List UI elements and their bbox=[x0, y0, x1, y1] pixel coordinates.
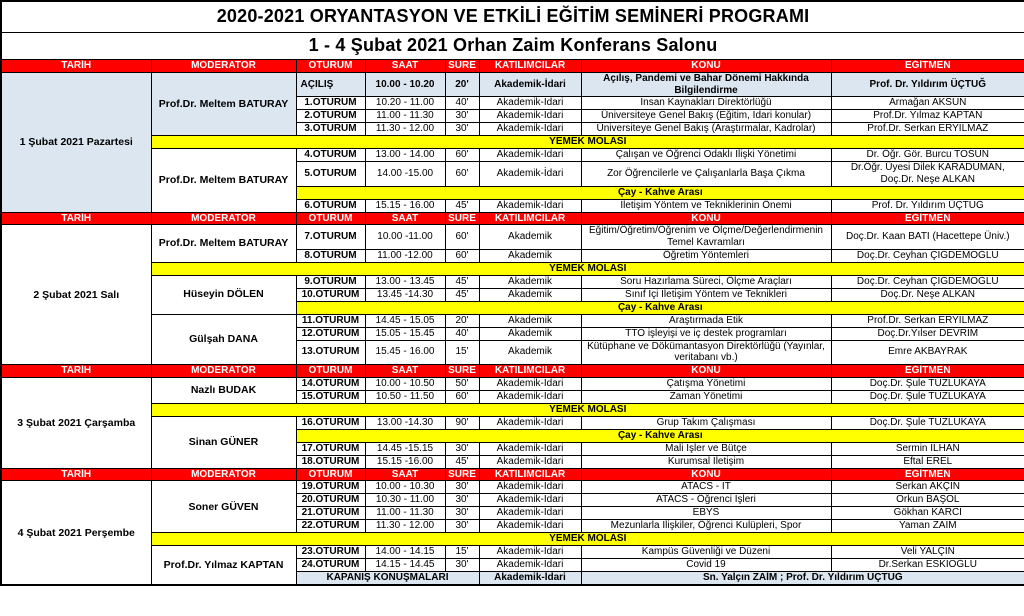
trainer-cell: Veli YALÇIN bbox=[831, 546, 1024, 559]
column-header-row bbox=[1, 60, 1024, 73]
topic-cell: İnsan Kaynakları Direktörlüğü bbox=[581, 97, 831, 110]
topic-cell: Covid 19 bbox=[581, 559, 831, 572]
session-row bbox=[1, 149, 1024, 162]
coffee-break-label: Çay - Kahve Arası bbox=[296, 186, 1024, 199]
topic-cell: Soru Hazırlama Süreci, Ölçme Araçları bbox=[581, 275, 831, 288]
session-cell: 22.OTURUM bbox=[296, 520, 365, 533]
topic-cell: Kurumsal İletişim bbox=[581, 455, 831, 468]
duration-cell: 45' bbox=[445, 275, 479, 288]
col-header-6: KONU bbox=[581, 212, 831, 225]
topic-cell: Çatışma Yönetimi bbox=[581, 377, 831, 390]
moderator-cell: Nazlı BUDAK bbox=[151, 377, 296, 403]
lunch-break-row bbox=[1, 533, 1024, 546]
trainer-cell: Doç.Dr.Yılser DEVRİM bbox=[831, 327, 1024, 340]
col-header-6: KONU bbox=[581, 365, 831, 378]
col-header-7: EĞİTMEN bbox=[831, 60, 1024, 73]
time-cell: 11.00 - 11.30 bbox=[365, 507, 445, 520]
moderator-cell: Prof.Dr. Meltem BATURAY bbox=[151, 149, 296, 212]
duration-cell: 60' bbox=[445, 390, 479, 403]
date-cell: 4 Şubat 2021 Perşembe bbox=[1, 481, 151, 585]
column-header-row bbox=[1, 212, 1024, 225]
time-cell: 15.15 - 16.00 bbox=[365, 199, 445, 212]
col-header-1: MODERATÖR bbox=[151, 212, 296, 225]
participants-cell: Akademik bbox=[479, 340, 581, 365]
session-cell: 1.OTURUM bbox=[296, 97, 365, 110]
time-cell: 14.00 - 14.15 bbox=[365, 546, 445, 559]
column-header-row bbox=[1, 365, 1024, 378]
topic-cell: Açılış, Pandemi ve Bahar Dönemi Hakkında Bilgilendirme bbox=[581, 72, 831, 97]
participants-cell: Akademik-İdari bbox=[479, 494, 581, 507]
time-cell: 14.00 -15.00 bbox=[365, 162, 445, 187]
lunch-break-label: YEMEK MOLASI bbox=[151, 533, 1024, 546]
col-header-2: OTURUM bbox=[296, 212, 365, 225]
col-header-5: KATILIMCILAR bbox=[479, 60, 581, 73]
program-table-body bbox=[1, 1, 1024, 585]
session-cell: 10.OTURUM bbox=[296, 288, 365, 301]
topic-cell: TTO işleyişi ve iç destek programları bbox=[581, 327, 831, 340]
participants-cell: Akademik-İdari bbox=[479, 442, 581, 455]
session-cell: 14.OTURUM bbox=[296, 377, 365, 390]
participants-cell: Akademik-İdari bbox=[479, 110, 581, 123]
duration-cell: 60' bbox=[445, 249, 479, 262]
program-subtitle: 1 - 4 Şubat 2021 Orhan Zaim Konferans Salonu bbox=[1, 33, 1024, 60]
session-row bbox=[1, 225, 1024, 250]
time-cell: 14.45 - 15.05 bbox=[365, 314, 445, 327]
topic-cell: ATACS - Öğrenci İşleri bbox=[581, 494, 831, 507]
trainer-cell: Armağan AKSUN bbox=[831, 97, 1024, 110]
col-header-1: MODERATÖR bbox=[151, 60, 296, 73]
time-cell: 10.00 - 10.20 bbox=[365, 72, 445, 97]
session-row bbox=[1, 72, 1024, 97]
participants-cell: Akademik-İdari bbox=[479, 72, 581, 97]
col-header-2: OTURUM bbox=[296, 365, 365, 378]
time-cell: 11.00 - 11.30 bbox=[365, 110, 445, 123]
duration-cell: 90' bbox=[445, 416, 479, 429]
duration-cell: 30' bbox=[445, 559, 479, 572]
lunch-break-row bbox=[1, 136, 1024, 149]
col-header-5: KATILIMCILAR bbox=[479, 468, 581, 481]
session-cell: 15.OTURUM bbox=[296, 390, 365, 403]
trainer-cell: Prof.Dr. Yılmaz KAPTAN bbox=[831, 110, 1024, 123]
time-cell: 10.00 -11.00 bbox=[365, 225, 445, 250]
date-cell: 1 Şubat 2021 Pazartesi bbox=[1, 72, 151, 212]
lunch-break-label: YEMEK MOLASI bbox=[151, 403, 1024, 416]
participants-cell: Akademik-İdari bbox=[479, 572, 581, 586]
col-header-7: EĞİTMEN bbox=[831, 212, 1024, 225]
time-cell: 14.15 - 14.45 bbox=[365, 559, 445, 572]
time-cell: 13.00 - 14.00 bbox=[365, 149, 445, 162]
moderator-cell: Prof.Dr. Meltem BATURAY bbox=[151, 72, 296, 136]
topic-cell: Üniversiteye Genel Bakış (Araştırmalar, Kadrolar) bbox=[581, 123, 831, 136]
participants-cell: Akademik-İdari bbox=[479, 390, 581, 403]
duration-cell: 20' bbox=[445, 314, 479, 327]
trainer-cell: Doç.Dr. Ceyhan ÇİĞDEMOĞLU bbox=[831, 249, 1024, 262]
trainer-cell: Doç.Dr. Neşe ALKAN bbox=[831, 288, 1024, 301]
col-header-0: TARİH bbox=[1, 60, 151, 73]
time-cell: 10.00 - 10.30 bbox=[365, 481, 445, 494]
session-cell: 6.OTURUM bbox=[296, 199, 365, 212]
time-cell: 11.00 -12.00 bbox=[365, 249, 445, 262]
trainer-cell: Doç.Dr. Şule TUZLUKAYA bbox=[831, 416, 1024, 429]
topic-cell: Sınıf İçi İletişim Yöntem ve Teknikleri bbox=[581, 288, 831, 301]
col-header-3: SAAT bbox=[365, 60, 445, 73]
time-cell: 14.45 -15.15 bbox=[365, 442, 445, 455]
col-header-5: KATILIMCILAR bbox=[479, 212, 581, 225]
duration-cell: 60' bbox=[445, 162, 479, 187]
col-header-1: MODERATÖR bbox=[151, 365, 296, 378]
participants-cell: Akademik bbox=[479, 327, 581, 340]
duration-cell: 30' bbox=[445, 520, 479, 533]
session-row bbox=[1, 416, 1024, 429]
trainer-cell: Doç.Dr. Ceyhan ÇİĞDEMOĞLU bbox=[831, 275, 1024, 288]
lunch-break-label: YEMEK MOLASI bbox=[151, 136, 1024, 149]
col-header-5: KATILIMCILAR bbox=[479, 365, 581, 378]
col-header-2: OTURUM bbox=[296, 60, 365, 73]
duration-cell: 20' bbox=[445, 72, 479, 97]
col-header-4: SÜRE bbox=[445, 468, 479, 481]
program-title: 2020-2021 ORYANTASYON VE ETKİLİ EĞİTİM SEMİNERİ PROGRAMI bbox=[1, 1, 1024, 33]
duration-cell: 30' bbox=[445, 494, 479, 507]
session-cell: 16.OTURUM bbox=[296, 416, 365, 429]
session-cell: 11.OTURUM bbox=[296, 314, 365, 327]
session-cell: 18.OTURUM bbox=[296, 455, 365, 468]
lunch-break-row bbox=[1, 262, 1024, 275]
col-header-3: SAAT bbox=[365, 212, 445, 225]
session-cell: 13.OTURUM bbox=[296, 340, 365, 365]
session-row bbox=[1, 314, 1024, 327]
session-cell: 3.OTURUM bbox=[296, 123, 365, 136]
duration-cell: 30' bbox=[445, 507, 479, 520]
moderator-cell: Prof.Dr. Meltem BATURAY bbox=[151, 225, 296, 263]
participants-cell: Akademik-İdari bbox=[479, 416, 581, 429]
time-cell: 11.30 - 12.00 bbox=[365, 520, 445, 533]
time-cell: 15.15 -16.00 bbox=[365, 455, 445, 468]
participants-cell: Akademik-İdari bbox=[479, 199, 581, 212]
trainer-cell: Eftal EREL bbox=[831, 455, 1024, 468]
topic-cell: Eğitim/Öğretim/Öğrenim ve Ölçme/Değerlendirmenin Temel Kavramları bbox=[581, 225, 831, 250]
participants-cell: Akademik bbox=[479, 225, 581, 250]
time-cell: 10.20 - 11.00 bbox=[365, 97, 445, 110]
time-cell: 13.45 -14.30 bbox=[365, 288, 445, 301]
topic-cell: Kampüs Güvenliği ve Düzeni bbox=[581, 546, 831, 559]
participants-cell: Akademik-İdari bbox=[479, 97, 581, 110]
topic-cell: Zor Öğrencilerle ve Çalışanlarla Başa Çıkma bbox=[581, 162, 831, 187]
participants-cell: Akademik-İdari bbox=[479, 149, 581, 162]
time-cell: 11.30 - 12.00 bbox=[365, 123, 445, 136]
trainer-cell: Doç.Dr. Kaan BATI (Hacettepe Üniv.) bbox=[831, 225, 1024, 250]
closing-speakers-cell: Sn. Yalçın ZAİM ; Prof. Dr. Yıldırım ÜÇTUĞ bbox=[581, 572, 1024, 586]
duration-cell: 45' bbox=[445, 455, 479, 468]
col-header-1: MODERATÖR bbox=[151, 468, 296, 481]
subtitle-row bbox=[1, 33, 1024, 60]
duration-cell: 45' bbox=[445, 199, 479, 212]
session-cell: 19.OTURUM bbox=[296, 481, 365, 494]
participants-cell: Akademik-İdari bbox=[479, 546, 581, 559]
time-cell: 13.00 -14.30 bbox=[365, 416, 445, 429]
session-cell: 7.OTURUM bbox=[296, 225, 365, 250]
topic-cell: Kütüphane ve Dökümantasyon Direktörlüğü (Yayınlar, veritabanı vb.) bbox=[581, 340, 831, 365]
topic-cell: Çalışan ve Öğrenci Odaklı İlişki Yönetimi bbox=[581, 149, 831, 162]
participants-cell: Akademik bbox=[479, 275, 581, 288]
col-header-0: TARİH bbox=[1, 212, 151, 225]
session-cell: 4.OTURUM bbox=[296, 149, 365, 162]
trainer-cell: Prof. Dr. Yıldırım ÜÇTUĞ bbox=[831, 72, 1024, 97]
col-header-7: EĞİTMEN bbox=[831, 468, 1024, 481]
session-row bbox=[1, 275, 1024, 288]
participants-cell: Akademik-İdari bbox=[479, 377, 581, 390]
topic-cell: Grup Takım Çalışması bbox=[581, 416, 831, 429]
duration-cell: 60' bbox=[445, 225, 479, 250]
topic-cell: ATACS - IT bbox=[581, 481, 831, 494]
col-header-0: TARİH bbox=[1, 468, 151, 481]
participants-cell: Akademik bbox=[479, 288, 581, 301]
col-header-2: OTURUM bbox=[296, 468, 365, 481]
duration-cell: 15' bbox=[445, 546, 479, 559]
trainer-cell: Sermin İLHAN bbox=[831, 442, 1024, 455]
duration-cell: 40' bbox=[445, 97, 479, 110]
col-header-3: SAAT bbox=[365, 468, 445, 481]
time-cell: 15.05 - 15.45 bbox=[365, 327, 445, 340]
moderator-cell: Sinan GÜNER bbox=[151, 416, 296, 468]
trainer-cell: Doç.Dr. Şule TUZLUKAYA bbox=[831, 390, 1024, 403]
moderator-cell: Gülşah DANA bbox=[151, 314, 296, 365]
topic-cell: Zaman Yönetimi bbox=[581, 390, 831, 403]
time-cell: 10.30 - 11.00 bbox=[365, 494, 445, 507]
duration-cell: 30' bbox=[445, 110, 479, 123]
participants-cell: Akademik bbox=[479, 249, 581, 262]
trainer-cell: Prof.Dr. Serkan ERYILMAZ bbox=[831, 314, 1024, 327]
trainer-cell: Emre AKBAYRAK bbox=[831, 340, 1024, 365]
time-cell: 13.00 - 13.45 bbox=[365, 275, 445, 288]
session-row bbox=[1, 377, 1024, 390]
participants-cell: Akademik-İdari bbox=[479, 520, 581, 533]
session-cell: 17.OTURUM bbox=[296, 442, 365, 455]
participants-cell: Akademik-İdari bbox=[479, 162, 581, 187]
session-cell: 5.OTURUM bbox=[296, 162, 365, 187]
trainer-cell: Dr.Serkan ESKİOĞLU bbox=[831, 559, 1024, 572]
topic-cell: İletişim Yöntem ve Tekniklerinin Önemi bbox=[581, 199, 831, 212]
duration-cell: 15' bbox=[445, 340, 479, 365]
topic-cell: Mezunlarla İlişkiler, Öğrenci Kulüpleri, Spor bbox=[581, 520, 831, 533]
trainer-cell: Serkan AKÇİN bbox=[831, 481, 1024, 494]
topic-cell: Üniversiteye Genel Bakış (Eğitim, İdari konular) bbox=[581, 110, 831, 123]
duration-cell: 40' bbox=[445, 327, 479, 340]
trainer-cell: Doç.Dr. Şule TUZLUKAYA bbox=[831, 377, 1024, 390]
trainer-cell: Prof. Dr. Yıldırım ÜÇTUĞ bbox=[831, 199, 1024, 212]
topic-cell: Araştırmada Etik bbox=[581, 314, 831, 327]
duration-cell: 50' bbox=[445, 377, 479, 390]
topic-cell: Öğretim Yöntemleri bbox=[581, 249, 831, 262]
col-header-6: KONU bbox=[581, 468, 831, 481]
time-cell: 10.50 - 11.50 bbox=[365, 390, 445, 403]
topic-cell: EBYS bbox=[581, 507, 831, 520]
col-header-4: SÜRE bbox=[445, 365, 479, 378]
session-cell: 12.OTURUM bbox=[296, 327, 365, 340]
col-header-7: EĞİTMEN bbox=[831, 365, 1024, 378]
lunch-break-label: YEMEK MOLASI bbox=[151, 262, 1024, 275]
session-cell: 2.OTURUM bbox=[296, 110, 365, 123]
date-cell: 2 Şubat 2021 Salı bbox=[1, 225, 151, 365]
coffee-break-label: Çay - Kahve Arası bbox=[296, 301, 1024, 314]
coffee-break-label: Çay - Kahve Arası bbox=[296, 429, 1024, 442]
duration-cell: 30' bbox=[445, 123, 479, 136]
topic-cell: Mali İşler ve Bütçe bbox=[581, 442, 831, 455]
trainer-cell: Orkun BAŞOL bbox=[831, 494, 1024, 507]
participants-cell: Akademik-İdari bbox=[479, 559, 581, 572]
title-row bbox=[1, 1, 1024, 33]
session-cell: 21.OTURUM bbox=[296, 507, 365, 520]
column-header-row bbox=[1, 468, 1024, 481]
lunch-break-row bbox=[1, 403, 1024, 416]
duration-cell: 60' bbox=[445, 149, 479, 162]
duration-cell: 45' bbox=[445, 288, 479, 301]
moderator-cell: Prof.Dr. Yılmaz KAPTAN bbox=[151, 546, 296, 586]
time-cell: 10.00 - 10.50 bbox=[365, 377, 445, 390]
session-cell: 8.OTURUM bbox=[296, 249, 365, 262]
col-header-4: SÜRE bbox=[445, 60, 479, 73]
col-header-6: KONU bbox=[581, 60, 831, 73]
time-cell: 15.45 - 16.00 bbox=[365, 340, 445, 365]
trainer-cell: Dr. Öğr. Gör. Burcu TOSUN bbox=[831, 149, 1024, 162]
session-cell: 24.OTURUM bbox=[296, 559, 365, 572]
participants-cell: Akademik-İdari bbox=[479, 507, 581, 520]
closing-label-cell: KAPANIŞ KONUŞMALARI bbox=[296, 572, 479, 586]
participants-cell: Akademik-İdari bbox=[479, 123, 581, 136]
session-cell: 9.OTURUM bbox=[296, 275, 365, 288]
moderator-cell: Soner GÜVEN bbox=[151, 481, 296, 533]
trainer-cell: Dr.Öğr. Üyesi Dilek KARADUMAN, Doç.Dr. Neşe ALKAN bbox=[831, 162, 1024, 187]
participants-cell: Akademik bbox=[479, 314, 581, 327]
col-header-3: SAAT bbox=[365, 365, 445, 378]
session-cell: 20.OTURUM bbox=[296, 494, 365, 507]
session-row bbox=[1, 546, 1024, 559]
session-cell: 23.OTURUM bbox=[296, 546, 365, 559]
col-header-4: SÜRE bbox=[445, 212, 479, 225]
trainer-cell: Prof.Dr. Serkan ERYILMAZ bbox=[831, 123, 1024, 136]
duration-cell: 30' bbox=[445, 481, 479, 494]
participants-cell: Akademik-İdari bbox=[479, 481, 581, 494]
session-row bbox=[1, 481, 1024, 494]
trainer-cell: Gökhan KARCI bbox=[831, 507, 1024, 520]
trainer-cell: Yaman ZAİM bbox=[831, 520, 1024, 533]
moderator-cell: Hüseyin DÖLEN bbox=[151, 275, 296, 314]
participants-cell: Akademik-İdari bbox=[479, 455, 581, 468]
date-cell: 3 Şubat 2021 Çarşamba bbox=[1, 377, 151, 468]
duration-cell: 30' bbox=[445, 442, 479, 455]
col-header-0: TARİH bbox=[1, 365, 151, 378]
session-cell: AÇILIŞ bbox=[296, 72, 365, 97]
